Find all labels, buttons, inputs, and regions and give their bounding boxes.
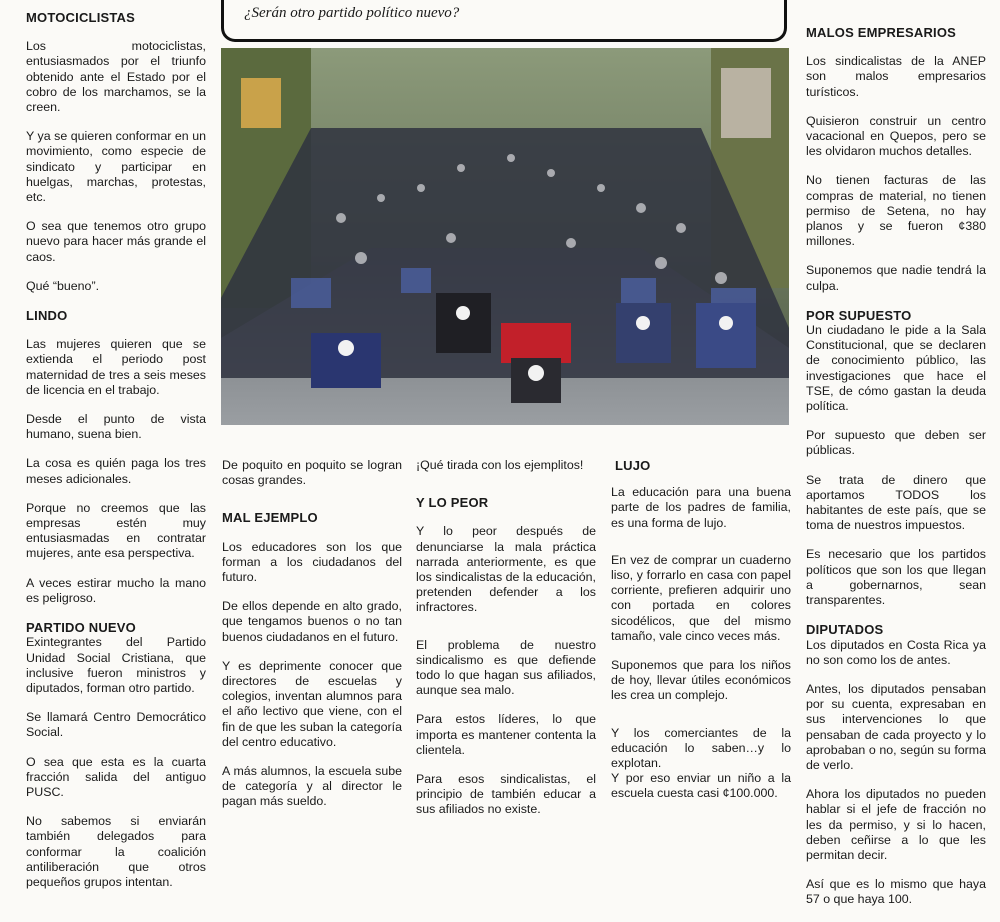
heading-mal-ejemplo: MAL EJEMPLO <box>222 510 318 526</box>
paragraph: Las mujeres quieren que se extienda el periodo post maternidad de tres a seis meses de licencia en el trabajo. <box>26 337 206 397</box>
paragraph: Los diputados en Costa Rica ya no son como los de antes. <box>806 637 986 667</box>
header-question: ¿Serán otro partido político nuevo? <box>244 5 460 21</box>
paragraph: Y lo peor después de denunciarse la mala práctica narrada anteriormente, es que los sindicalistas de la educación, pretenden defender a los infractores. <box>416 524 596 615</box>
paragraph: Antes, los diputados pensaban por su cuenta, expresaban en sus intervenciones lo que pensaban de cada proyecto y lo aprobaban o no, según su forma de verlo. <box>806 681 986 772</box>
paragraph: O sea que esta es la cuarta fracción salida del antiguo PUSC. <box>26 754 206 799</box>
heading-diputados: DIPUTADOS <box>806 622 884 638</box>
paragraph: Y por eso enviar un niño a la escuela cuesta casi ¢100.000. <box>611 771 791 801</box>
heading-partido-nuevo: PARTIDO NUEVO <box>26 620 136 636</box>
heading-lujo: LUJO <box>615 458 651 473</box>
paragraph: Y es deprimente conocer que directores de escuelas y colegios, inventan alumnos para el año lectivo que viene, con el fin de que les suban la categoría del centro educativo. <box>222 658 402 749</box>
column-1 <box>26 10 206 904</box>
paragraph: De ellos depende en alto grado, que tengamos buenos o no tan buenos ciudadanos en el futuro. <box>222 599 402 644</box>
paragraph: Por supuesto que deben ser públicas. <box>806 428 986 458</box>
paragraph: Para esos sindicalistas, el principio de también educar a sus afiliados no existe. <box>416 772 596 817</box>
paragraph: Quisieron construir un centro vacacional en Quepos, pero se les olvidaron muchos detalles. <box>806 113 986 159</box>
paragraph: La educación para una buena parte de los padres de familia, es una forma de lujo. <box>611 485 791 530</box>
motorcycle-crowd-photo <box>221 48 789 425</box>
paragraph: Qué “bueno”. <box>26 278 100 293</box>
paragraph: Se llamará Centro Democrático Social. <box>26 710 206 740</box>
paragraph: Para estos líderes, lo que importa es mantener contenta la clientela. <box>416 712 596 757</box>
photo-illustration <box>221 48 789 425</box>
paragraph: Los sindicalistas de la ANEP son malos empresarios turísticos. <box>806 54 986 99</box>
paragraph: Los motociclistas, entusiasmados por el triunfo obtenido ante el Estado por el cobro de los marchamos, se la creen. <box>26 39 206 115</box>
column-5 <box>806 25 986 922</box>
column-4 <box>611 458 791 816</box>
paragraph: A veces estirar mucho la mano es peligroso. <box>26 575 206 605</box>
paragraph: En vez de comprar un cuaderno liso, y forrarlo en casa con papel corriente, prefieren adquirir uno con portada en colores sicodélicos, que del mismo tamaño, vale cinco veces más. <box>611 552 791 643</box>
paragraph: Así que es lo mismo que haya 57 o que haya 100. <box>806 877 986 907</box>
paragraph: A más alumnos, la escuela sube de categoría y al director le pagan más sueldo. <box>222 764 402 809</box>
paragraph: De poquito en poquito se logran cosas grandes. <box>222 458 402 488</box>
paragraph: Desde el punto de vista humano, suena bien. <box>26 412 206 442</box>
paragraph: No sabemos si enviarán también delegados para conformar la coalición antiliberación que otros pequeños grupos intentan. <box>26 814 206 889</box>
paragraph: No tienen facturas de las compras de material, no tienen permiso de Setena, no hay planos y se fueron ¢380 millones. <box>806 173 986 249</box>
heading-lindo: LINDO <box>26 308 68 324</box>
paragraph: Se trata de dinero que aportamos TODOS los habitantes de este país, que se toma de nuestros impuestos. <box>806 472 986 533</box>
paragraph: Es necesario que los partidos políticos que son los que llegan a gobernarnos, sean transparentes. <box>806 547 986 608</box>
column-3 <box>416 458 596 832</box>
paragraph: Un ciudadano le pide a la Sala Constitucional, que se declaren de conocimiento público, las investigaciones que hace el TSE, de cómo gastan la deuda política. <box>806 323 986 414</box>
heading-motociclistas: MOTOCICLISTAS <box>26 10 136 25</box>
paragraph: La cosa es quién paga los tres meses adicionales. <box>26 456 206 486</box>
paragraph: Los educadores son los que forman a los ciudadanos del futuro. <box>222 539 402 585</box>
heading-y-lo-peor: Y LO PEOR <box>416 495 489 511</box>
paragraph: Ahora los diputados no pueden hablar si el jefe de fracción no les da permiso, y si lo hacen, deben ceñirse a lo que les permitan decir. <box>806 787 986 862</box>
heading-malos-empresarios: MALOS EMPRESARIOS <box>806 25 957 40</box>
paragraph: Y ya se quieren conformar en un movimiento, como especie de sindicato y participar en huelgas, marchas, protestas, etc. <box>26 129 206 205</box>
paragraph: ¡Qué tirada con los ejemplitos! <box>416 458 584 472</box>
paragraph: Suponemos que para los niños de hoy, llevar útiles económicos les crea un complejo. <box>611 658 791 703</box>
heading-por-supuesto: POR SUPUESTO <box>806 307 912 323</box>
paragraph: O sea que tenemos otro grupo nuevo para hacer más grande el caos. <box>26 219 206 264</box>
paragraph: El problema de nuestro sindicalismo es que defiende todo lo que hagan sus afiliados, aunque sea malo. <box>416 637 596 698</box>
paragraph: Porque no creemos que las empresas estén muy entusiasmadas en contratar mujeres, ante esa perspectiva. <box>26 500 206 561</box>
paragraph: Suponemos que nadie tendrá la culpa. <box>806 263 986 293</box>
column-2 <box>222 458 402 824</box>
paragraph: Exintegrantes del Partido Unidad Social Cristiana, que inclusive fueron ministros y diputados, forman otro partido. <box>26 635 206 695</box>
paragraph: Y los comerciantes de la educación lo saben…y lo explotan. <box>611 725 791 771</box>
